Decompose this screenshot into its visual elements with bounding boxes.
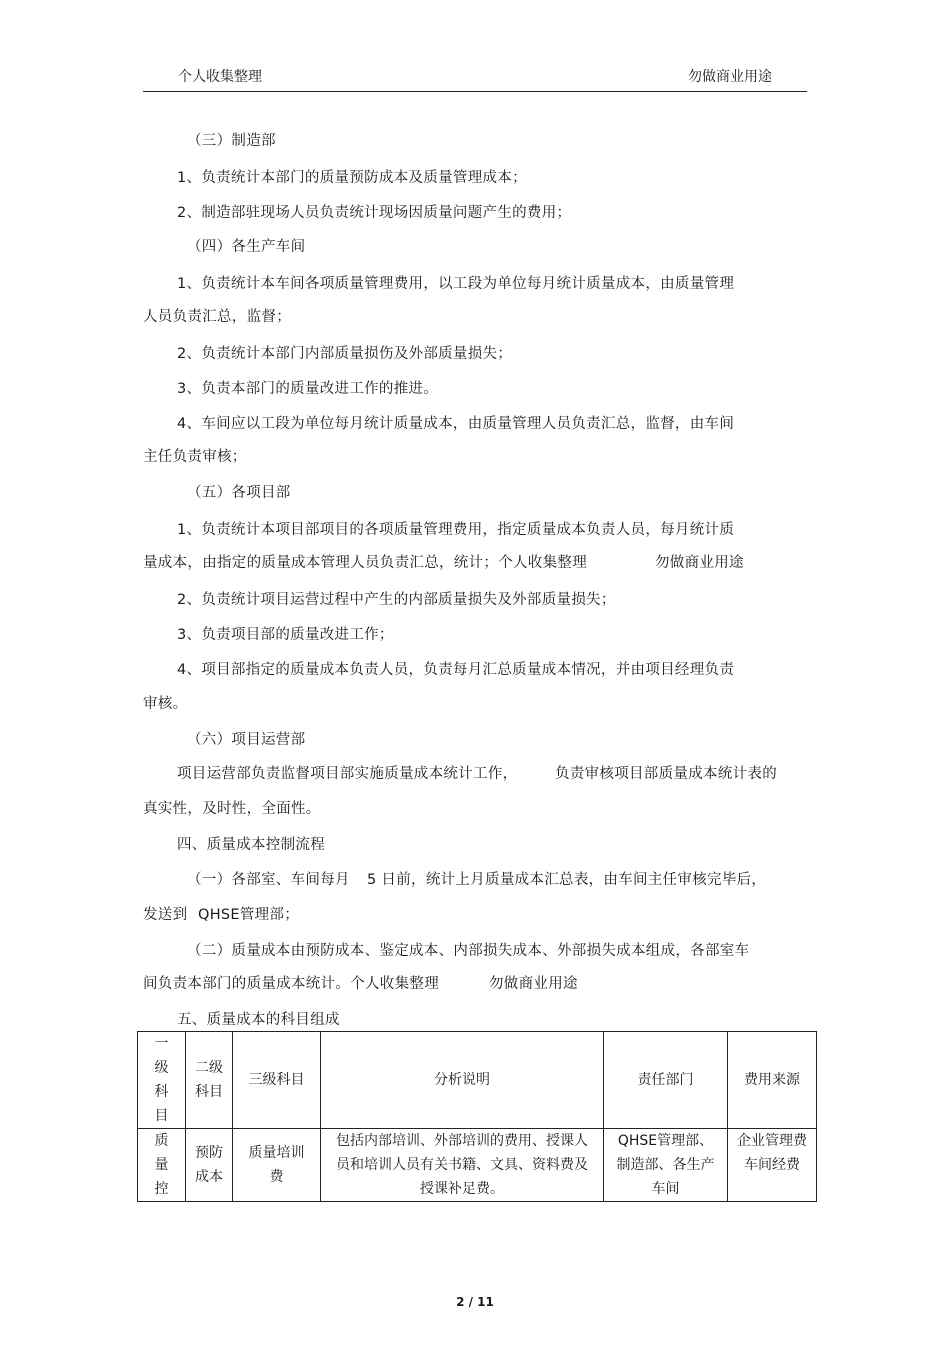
paragraph-line: 人员负责汇总，监督； xyxy=(143,309,291,325)
paragraph-line: 项目运营部负责监督项目部实施质量成本统计工作， xyxy=(177,766,518,782)
inline-watermark: 勿做商业用途 xyxy=(489,976,578,992)
table-cell-description: 包括内部培训、外部培训的费用、授课人员和培训人员有关书籍、文具、资料费及授课补足费。 xyxy=(321,1129,604,1202)
paragraph-line: 2、负责统计项目运营过程中产生的内部质量损失及外部质量损失； xyxy=(177,592,616,608)
paragraph-line: （一）各部室、车间每月 xyxy=(187,872,350,888)
cost-subjects-table xyxy=(137,1031,817,1202)
table-cell-level3: 质量培训费 xyxy=(233,1129,321,1202)
table-row xyxy=(138,1129,817,1202)
paragraph-line: 1、负责统计本项目部项目的各项质量管理费用，指定质量成本负责人员，每月统计质 xyxy=(177,522,735,538)
page-number: 2 / 11 xyxy=(456,1295,494,1309)
table-header-cell: 分析说明 xyxy=(321,1032,604,1129)
table-header-cell: 一级科目 xyxy=(138,1032,186,1129)
paragraph-line: 3、负责本部门的质量改进工作的推进。 xyxy=(177,381,439,397)
paragraph-line: 量成本，由指定的质量成本管理人员负责汇总，统计；个人收集整理 xyxy=(143,555,587,571)
paragraph-line: 5 日前，统计上月质量成本汇总表，由车间主任审核完毕后， xyxy=(367,872,767,888)
table-header-cell: 费用来源 xyxy=(728,1032,817,1129)
paragraph-line: 主任负责审核； xyxy=(143,449,247,465)
paragraph-line: （二）质量成本由预防成本、鉴定成本、内部损失成本、外部损失成本组成，各部室车 xyxy=(187,943,750,959)
paragraph-line: 审核。 xyxy=(143,696,188,712)
table-cell-source: 企业管理费车间经费 xyxy=(728,1129,817,1202)
table-header-cell: 责任部门 xyxy=(604,1032,728,1129)
paragraph-line: 2、制造部驻现场人员负责统计现场因质量问题产生的费用； xyxy=(177,205,572,221)
table-header-row xyxy=(138,1032,817,1129)
section-heading: 四、质量成本控制流程 xyxy=(177,837,325,853)
paragraph-line: 发送到 xyxy=(143,907,188,923)
table-cell-level1: 质量控 xyxy=(138,1129,186,1202)
paragraph-line: 2、负责统计本部门内部质量损伤及外部质量损失； xyxy=(177,346,513,362)
section-title: （四）各生产车间 xyxy=(187,239,306,255)
section-title: （六）项目运营部 xyxy=(187,732,306,748)
paragraph-line: 真实性，及时性，全面性。 xyxy=(143,801,321,817)
header-rule xyxy=(143,91,807,92)
paragraph-line: 间负责本部门的质量成本统计。个人收集整理 xyxy=(143,976,439,992)
section-title: （五）各项目部 xyxy=(187,485,291,501)
page-header-right: 勿做商业用途 xyxy=(688,69,772,85)
section-title: （三）制造部 xyxy=(187,133,276,149)
paragraph-line: 4、项目部指定的质量成本负责人员，负责每月汇总质量成本情况，并由项目经理负责 xyxy=(177,662,735,678)
table-header-cell: 三级科目 xyxy=(233,1032,321,1129)
inline-watermark: 勿做商业用途 xyxy=(655,555,744,571)
section-heading: 五、质量成本的科目组成 xyxy=(177,1012,340,1028)
paragraph-line: 1、负责统计本部门的质量预防成本及质量管理成本； xyxy=(177,170,527,186)
paragraph-line: 3、负责项目部的质量改进工作； xyxy=(177,627,394,643)
paragraph-line: QHSE管理部； xyxy=(198,907,300,923)
paragraph-line: 负责审核项目部质量成本统计表的 xyxy=(555,766,777,782)
page-header-left: 个人收集整理 xyxy=(178,69,262,85)
table-header-cell: 二级科目 xyxy=(186,1032,233,1129)
table-cell-level2: 预防成本 xyxy=(186,1129,233,1202)
table-cell-department: QHSE管理部、制造部、各生产车间 xyxy=(604,1129,728,1202)
paragraph-line: 1、负责统计本车间各项质量管理费用，以工段为单位每月统计质量成本，由质量管理 xyxy=(177,276,735,292)
paragraph-line: 4、车间应以工段为单位每月统计质量成本，由质量管理人员负责汇总，监督，由车间 xyxy=(177,416,735,432)
